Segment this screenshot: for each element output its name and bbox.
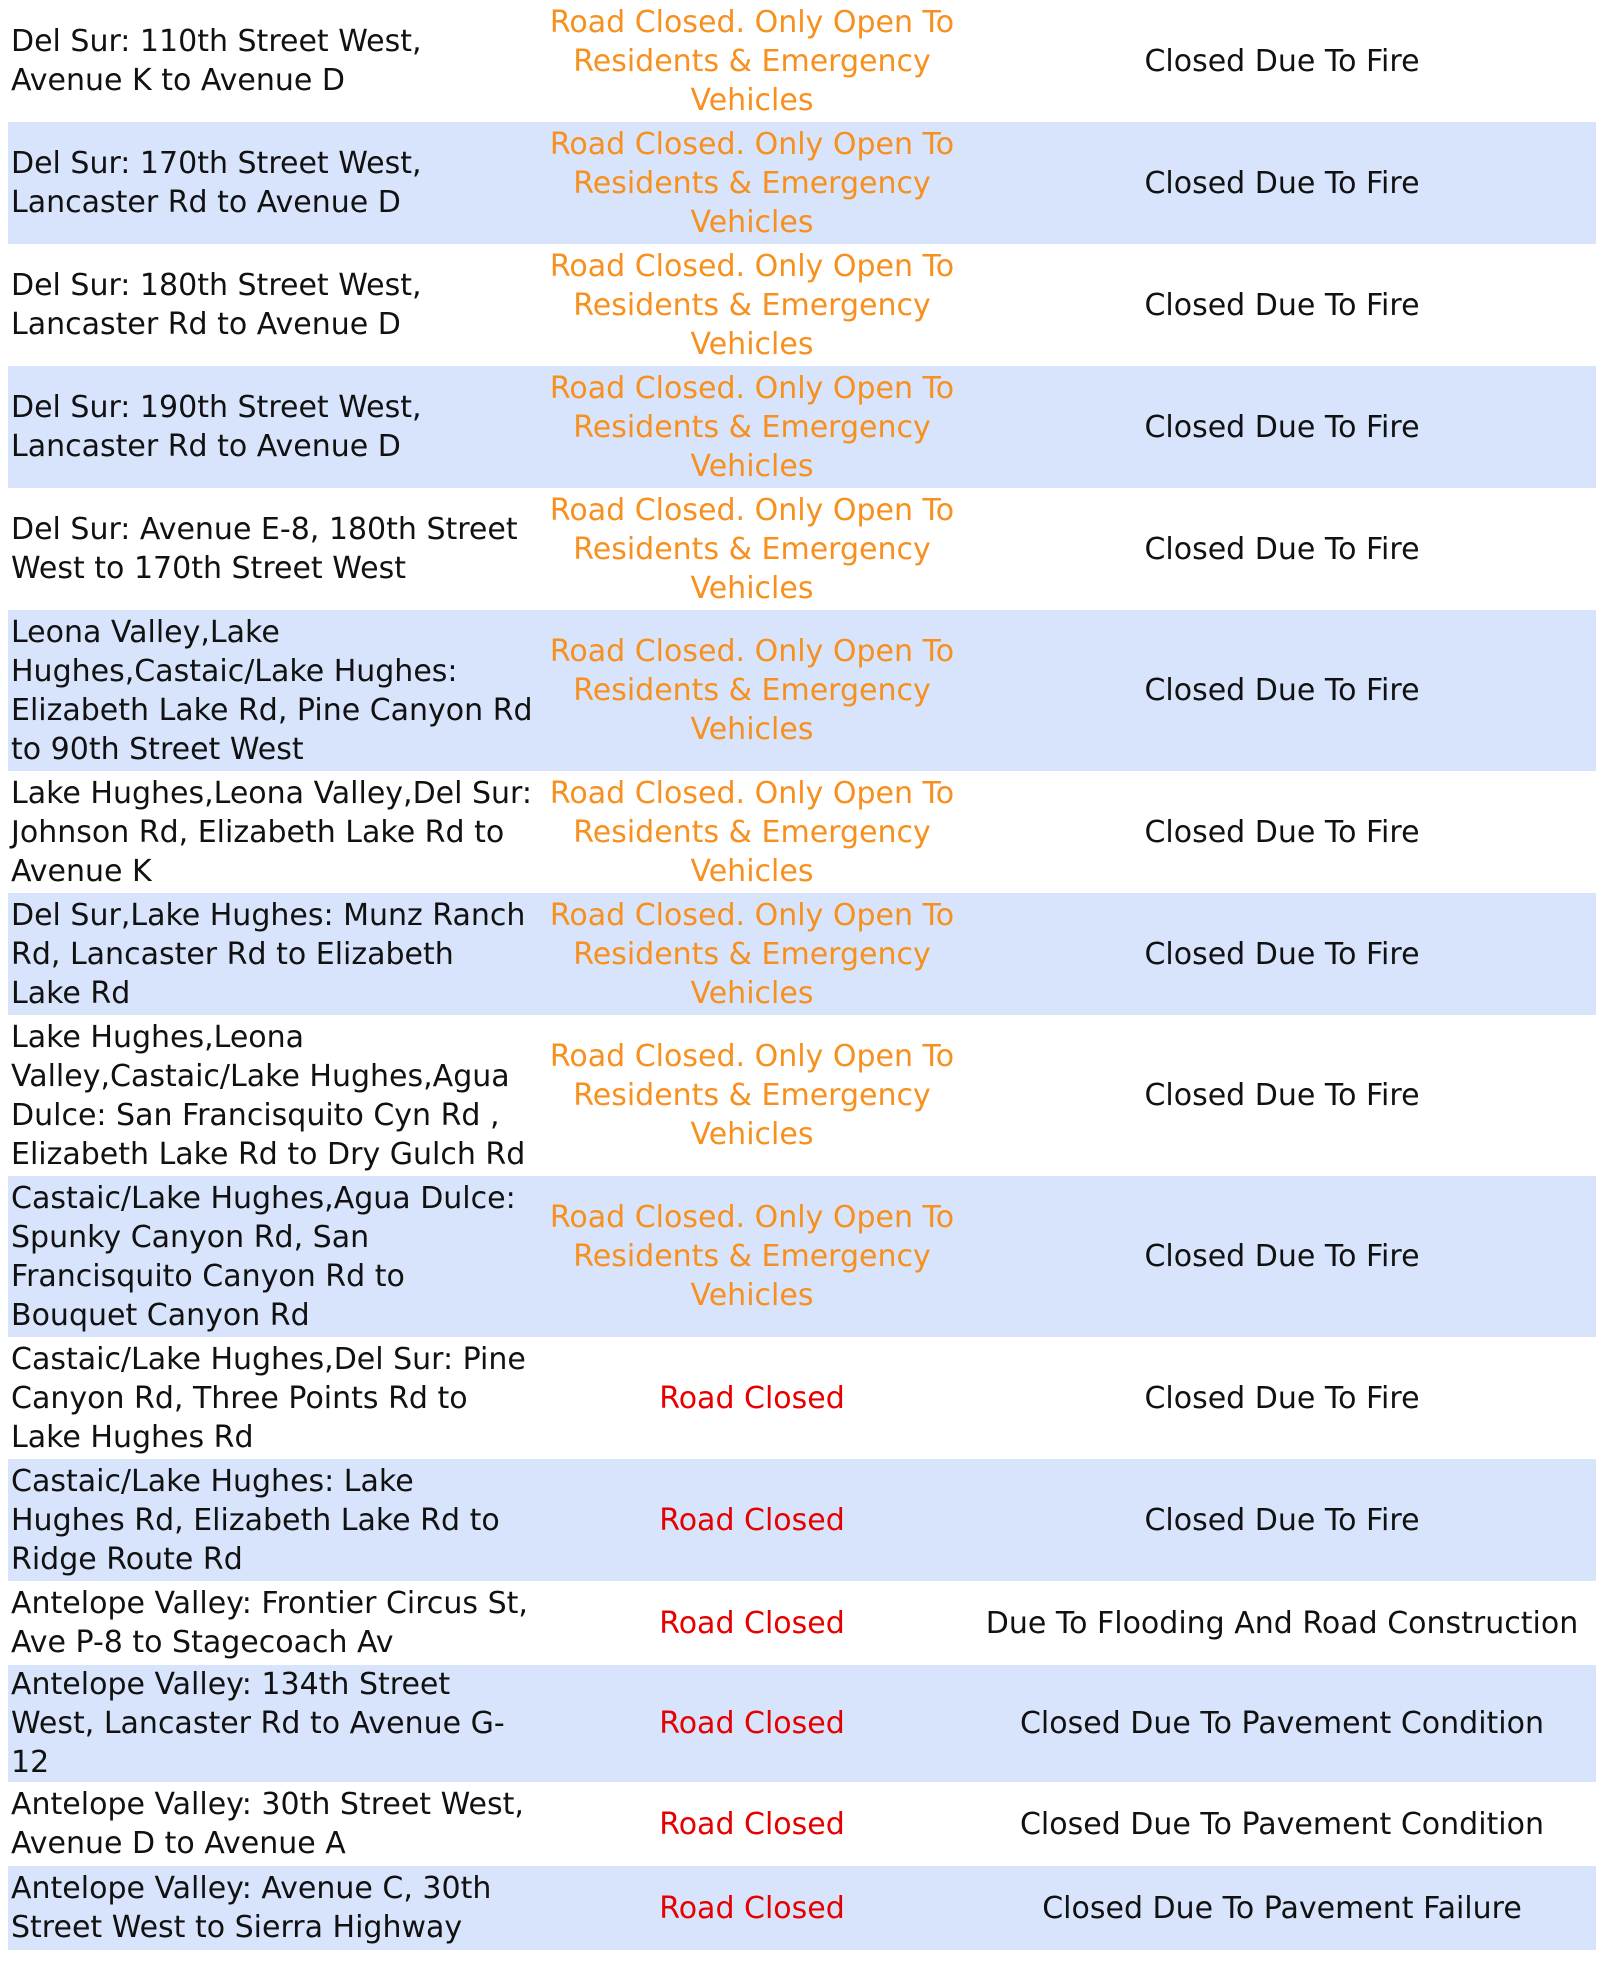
- road-location: Antelope Valley: 30th Street West, Avenue D to Avenue A: [8, 1782, 536, 1866]
- road-status: Road Closed. Only Open To Residents & Emergency Vehicles: [536, 610, 968, 771]
- road-location: Lake Hughes,Leona Valley,Del Sur: Johnson Rd, Elizabeth Lake Rd to Avenue K: [8, 771, 536, 893]
- road-status: Road Closed. Only Open To Residents & Emergency Vehicles: [536, 122, 968, 244]
- table-row: [8, 1581, 1596, 1665]
- closure-reason: Closed Due To Fire: [968, 1459, 1596, 1581]
- closure-reason: Closed Due To Fire: [968, 488, 1596, 610]
- closure-reason: Closed Due To Fire: [968, 1337, 1596, 1459]
- closure-reason: Due To Flooding And Road Construction: [968, 1581, 1596, 1665]
- closure-reason: Closed Due To Fire: [968, 244, 1596, 366]
- road-status: Road Closed: [536, 1459, 968, 1581]
- road-status: Road Closed: [536, 1866, 968, 1950]
- road-status: Road Closed: [536, 1581, 968, 1665]
- table-row: [8, 1782, 1596, 1866]
- road-closures-table: [8, 0, 1596, 1950]
- table-row: [8, 244, 1596, 366]
- road-location: Castaic/Lake Hughes,Agua Dulce: Spunky Canyon Rd, San Francisquito Canyon Rd to Bouquet Canyon Rd: [8, 1176, 536, 1337]
- road-closures-body: [8, 0, 1596, 1950]
- road-location: Castaic/Lake Hughes,Del Sur: Pine Canyon Rd, Three Points Rd to Lake Hughes Rd: [8, 1337, 536, 1459]
- road-location: Leona Valley,Lake Hughes,Castaic/Lake Hughes: Elizabeth Lake Rd, Pine Canyon Rd to 90th Street West: [8, 610, 536, 771]
- road-location: Del Sur: 180th Street West, Lancaster Rd to Avenue D: [8, 244, 536, 366]
- closure-reason: Closed Due To Pavement Failure: [968, 1866, 1596, 1950]
- road-status: Road Closed. Only Open To Residents & Emergency Vehicles: [536, 0, 968, 122]
- closure-reason: Closed Due To Fire: [968, 610, 1596, 771]
- closure-reason: Closed Due To Fire: [968, 122, 1596, 244]
- table-row: [8, 1176, 1596, 1337]
- road-status: Road Closed. Only Open To Residents & Emergency Vehicles: [536, 771, 968, 893]
- road-status: Road Closed: [536, 1337, 968, 1459]
- table-row: [8, 1337, 1596, 1459]
- closure-reason: Closed Due To Pavement Condition: [968, 1782, 1596, 1866]
- table-row: [8, 610, 1596, 771]
- road-location: Del Sur: 190th Street West, Lancaster Rd to Avenue D: [8, 366, 536, 488]
- closure-reason: Closed Due To Fire: [968, 0, 1596, 122]
- road-status: Road Closed. Only Open To Residents & Emergency Vehicles: [536, 1176, 968, 1337]
- road-location: Castaic/Lake Hughes: Lake Hughes Rd, Elizabeth Lake Rd to Ridge Route Rd: [8, 1459, 536, 1581]
- table-row: [8, 1459, 1596, 1581]
- road-location: Antelope Valley: 134th Street West, Lancaster Rd to Avenue G-12: [8, 1665, 536, 1782]
- table-row: [8, 1665, 1596, 1782]
- road-status: Road Closed: [536, 1665, 968, 1782]
- table-row: [8, 366, 1596, 488]
- road-location: Antelope Valley: Avenue C, 30th Street West to Sierra Highway: [8, 1866, 536, 1950]
- closure-reason: Closed Due To Fire: [968, 771, 1596, 893]
- table-row: [8, 1866, 1596, 1950]
- road-location: Del Sur: 110th Street West, Avenue K to Avenue D: [8, 0, 536, 122]
- road-status: Road Closed: [536, 1782, 968, 1866]
- table-row: [8, 771, 1596, 893]
- table-row: [8, 488, 1596, 610]
- closure-reason: Closed Due To Pavement Condition: [968, 1665, 1596, 1782]
- road-status: Road Closed. Only Open To Residents & Emergency Vehicles: [536, 1015, 968, 1176]
- table-row: [8, 0, 1596, 122]
- road-status: Road Closed. Only Open To Residents & Emergency Vehicles: [536, 244, 968, 366]
- table-row: [8, 1015, 1596, 1176]
- road-location: Del Sur,Lake Hughes: Munz Ranch Rd, Lancaster Rd to Elizabeth Lake Rd: [8, 893, 536, 1015]
- closure-reason: Closed Due To Fire: [968, 366, 1596, 488]
- road-location: Del Sur: Avenue E-8, 180th Street West to 170th Street West: [8, 488, 536, 610]
- table-row: [8, 122, 1596, 244]
- closure-reason: Closed Due To Fire: [968, 1015, 1596, 1176]
- road-status: Road Closed. Only Open To Residents & Emergency Vehicles: [536, 893, 968, 1015]
- road-status: Road Closed. Only Open To Residents & Emergency Vehicles: [536, 488, 968, 610]
- closure-reason: Closed Due To Fire: [968, 1176, 1596, 1337]
- road-location: Antelope Valley: Frontier Circus St, Ave P-8 to Stagecoach Av: [8, 1581, 536, 1665]
- road-status: Road Closed. Only Open To Residents & Emergency Vehicles: [536, 366, 968, 488]
- road-location: Lake Hughes,Leona Valley,Castaic/Lake Hughes,Agua Dulce: San Francisquito Cyn Rd , Elizabeth Lake Rd to Dry Gulch Rd: [8, 1015, 536, 1176]
- road-location: Del Sur: 170th Street West, Lancaster Rd to Avenue D: [8, 122, 536, 244]
- closure-reason: Closed Due To Fire: [968, 893, 1596, 1015]
- table-row: [8, 893, 1596, 1015]
